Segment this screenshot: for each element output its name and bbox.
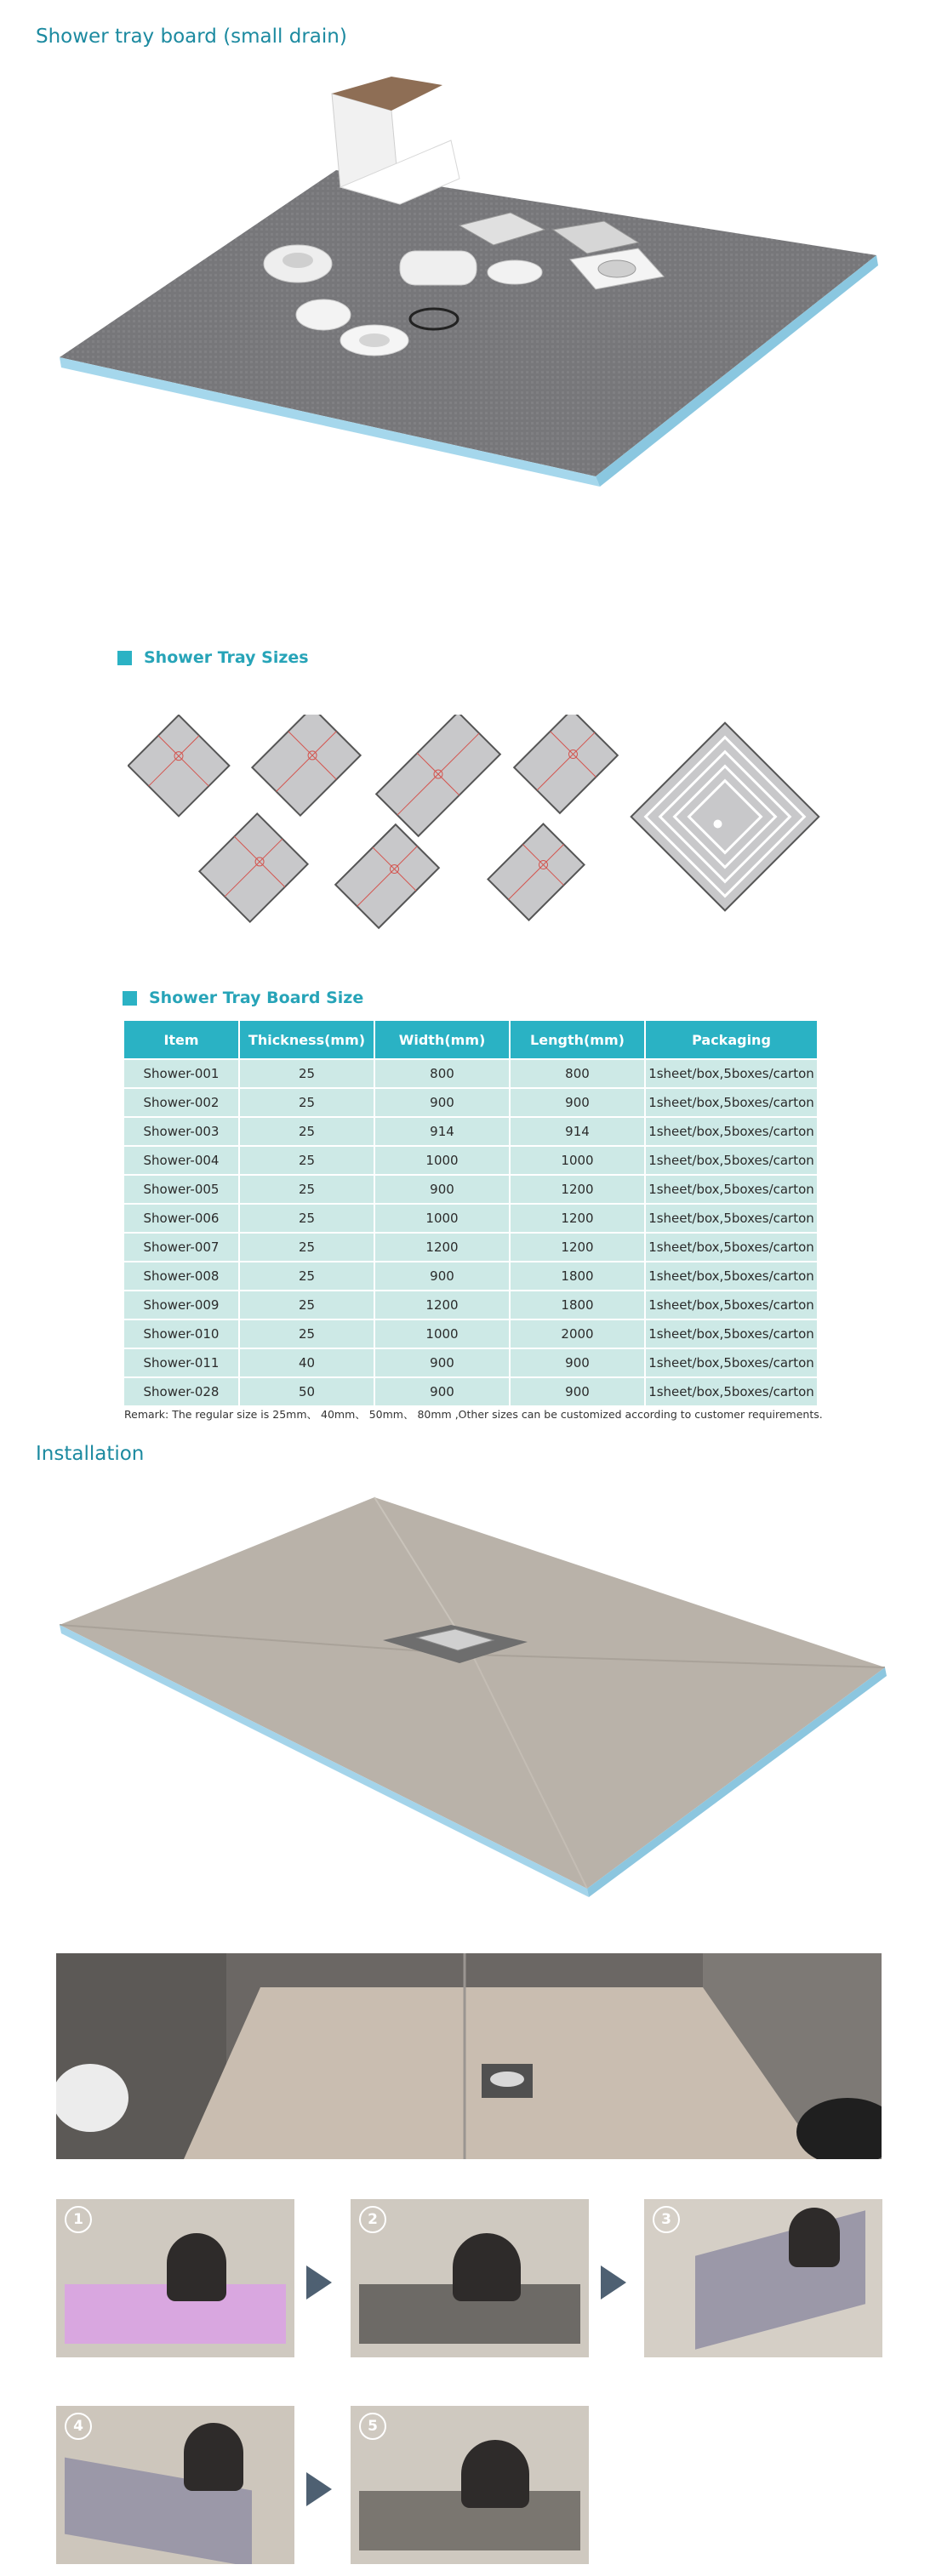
arrow-right-icon (306, 2472, 332, 2506)
table-row (123, 1291, 818, 1319)
table-row (123, 1146, 818, 1175)
cell-width: 900 (374, 1348, 510, 1377)
cell-width: 1000 (374, 1146, 510, 1175)
header-width: Width(mm) (374, 1020, 510, 1059)
cell-thickness: 25 (239, 1175, 374, 1204)
cell-item: Shower-010 (123, 1319, 239, 1348)
table-row (123, 1262, 818, 1291)
cell-thickness: 25 (239, 1319, 374, 1348)
board-size-table (123, 1019, 819, 1407)
installation-title: Installation (36, 1443, 145, 1465)
cell-thickness: 25 (239, 1059, 374, 1088)
cell-item: Shower-003 (123, 1117, 239, 1146)
sizes-section-label: Shower Tray Sizes (144, 648, 309, 667)
size-diagram-5 (199, 813, 307, 921)
cell-thickness: 50 (239, 1377, 374, 1406)
cell-item: Shower-011 (123, 1348, 239, 1377)
cell-width: 1000 (374, 1319, 510, 1348)
cell-length: 900 (510, 1377, 645, 1406)
cell-thickness: 25 (239, 1262, 374, 1291)
sizes-section-title (117, 648, 309, 667)
step-5-photo (351, 2406, 589, 2564)
cell-length: 1000 (510, 1146, 645, 1175)
bathroom-photo (56, 1953, 882, 2159)
table-row (123, 1233, 818, 1262)
cell-packaging: 1sheet/box,5boxes/carton (645, 1348, 818, 1377)
size-diagram-4 (514, 715, 618, 813)
cell-length: 1200 (510, 1204, 645, 1233)
size-diagram-2 (252, 715, 360, 816)
step-number-badge: 2 (359, 2206, 386, 2233)
cell-thickness: 40 (239, 1348, 374, 1377)
table-row (123, 1377, 818, 1406)
cell-packaging: 1sheet/box,5boxes/carton (645, 1233, 818, 1262)
cell-packaging: 1sheet/box,5boxes/carton (645, 1146, 818, 1175)
section-square-icon (117, 651, 132, 665)
worker-figure (789, 2208, 840, 2267)
installed-tray-image (51, 1489, 893, 1906)
size-diagram-1 (128, 715, 230, 817)
size-diagram-3 (376, 715, 500, 836)
arrow-right-icon (306, 2265, 332, 2300)
cell-item: Shower-008 (123, 1262, 239, 1291)
cell-width: 1200 (374, 1291, 510, 1319)
page-title: Shower tray board (small drain) (36, 26, 347, 48)
cell-width: 900 (374, 1175, 510, 1204)
header-item: Item (123, 1020, 239, 1059)
product-board-image (51, 60, 893, 613)
cell-length: 900 (510, 1348, 645, 1377)
step-3-photo (644, 2199, 882, 2357)
cell-length: 800 (510, 1059, 645, 1088)
cell-length: 2000 (510, 1319, 645, 1348)
cell-packaging: 1sheet/box,5boxes/carton (645, 1319, 818, 1348)
worker-figure (453, 2233, 521, 2301)
cell-thickness: 25 (239, 1117, 374, 1146)
arrow-right-icon (601, 2265, 626, 2300)
cell-item: Shower-009 (123, 1291, 239, 1319)
table-row (123, 1059, 818, 1088)
cell-item: Shower-005 (123, 1175, 239, 1204)
cell-width: 900 (374, 1262, 510, 1291)
cell-packaging: 1sheet/box,5boxes/carton (645, 1377, 818, 1406)
cell-packaging: 1sheet/box,5boxes/carton (645, 1088, 818, 1117)
size-remark: Remark: The regular size is 25mm、 40mm、 50mm、 80mm ,Other sizes can be customized according to customer requirements. (124, 1408, 823, 1421)
tray-sizes-diagram (128, 715, 834, 936)
cell-packaging: 1sheet/box,5boxes/carton (645, 1291, 818, 1319)
step-number-badge: 5 (359, 2413, 386, 2440)
cell-width: 800 (374, 1059, 510, 1088)
step-number-badge: 4 (65, 2413, 92, 2440)
cell-thickness: 25 (239, 1233, 374, 1262)
cell-packaging: 1sheet/box,5boxes/carton (645, 1262, 818, 1291)
step-2-photo (351, 2199, 589, 2357)
cell-width: 1200 (374, 1233, 510, 1262)
size-diagram-6 (335, 824, 439, 928)
step-4-photo (56, 2406, 294, 2564)
cell-length: 900 (510, 1088, 645, 1117)
header-packaging: Packaging (645, 1020, 818, 1059)
table-row (123, 1204, 818, 1233)
cell-item: Shower-001 (123, 1059, 239, 1088)
cell-packaging: 1sheet/box,5boxes/carton (645, 1117, 818, 1146)
cell-thickness: 25 (239, 1088, 374, 1117)
cell-length: 1200 (510, 1233, 645, 1262)
cell-thickness: 25 (239, 1291, 374, 1319)
size-diagram-7 (488, 824, 584, 920)
table-row (123, 1088, 818, 1117)
table-row (123, 1348, 818, 1377)
cell-item: Shower-004 (123, 1146, 239, 1175)
table-header-row (123, 1020, 818, 1059)
cell-packaging: 1sheet/box,5boxes/carton (645, 1175, 818, 1204)
cell-length: 1200 (510, 1175, 645, 1204)
cell-packaging: 1sheet/box,5boxes/carton (645, 1204, 818, 1233)
table-row (123, 1117, 818, 1146)
nested-sizes-diagram (631, 723, 819, 911)
board-size-section-title (123, 989, 363, 1007)
cell-thickness: 25 (239, 1146, 374, 1175)
worker-figure (167, 2233, 226, 2301)
cell-width: 914 (374, 1117, 510, 1146)
worker-figure (461, 2440, 529, 2508)
cell-length: 914 (510, 1117, 645, 1146)
cell-width: 1000 (374, 1204, 510, 1233)
cell-item: Shower-006 (123, 1204, 239, 1233)
worker-figure (184, 2423, 243, 2491)
cell-thickness: 25 (239, 1204, 374, 1233)
board-size-section-label: Shower Tray Board Size (149, 989, 364, 1007)
section-square-icon (123, 991, 137, 1006)
table-row (123, 1319, 818, 1348)
cell-packaging: 1sheet/box,5boxes/carton (645, 1059, 818, 1088)
table-row (123, 1175, 818, 1204)
cell-width: 900 (374, 1088, 510, 1117)
cell-width: 900 (374, 1377, 510, 1406)
cell-length: 1800 (510, 1291, 645, 1319)
cell-item: Shower-007 (123, 1233, 239, 1262)
cell-length: 1800 (510, 1262, 645, 1291)
step-1-photo (56, 2199, 294, 2357)
cell-item: Shower-028 (123, 1377, 239, 1406)
step-number-badge: 1 (65, 2206, 92, 2233)
header-thickness: Thickness(mm) (239, 1020, 374, 1059)
step-number-badge: 3 (653, 2206, 680, 2233)
cell-item: Shower-002 (123, 1088, 239, 1117)
step-photo-board (695, 2210, 865, 2350)
header-length: Length(mm) (510, 1020, 645, 1059)
